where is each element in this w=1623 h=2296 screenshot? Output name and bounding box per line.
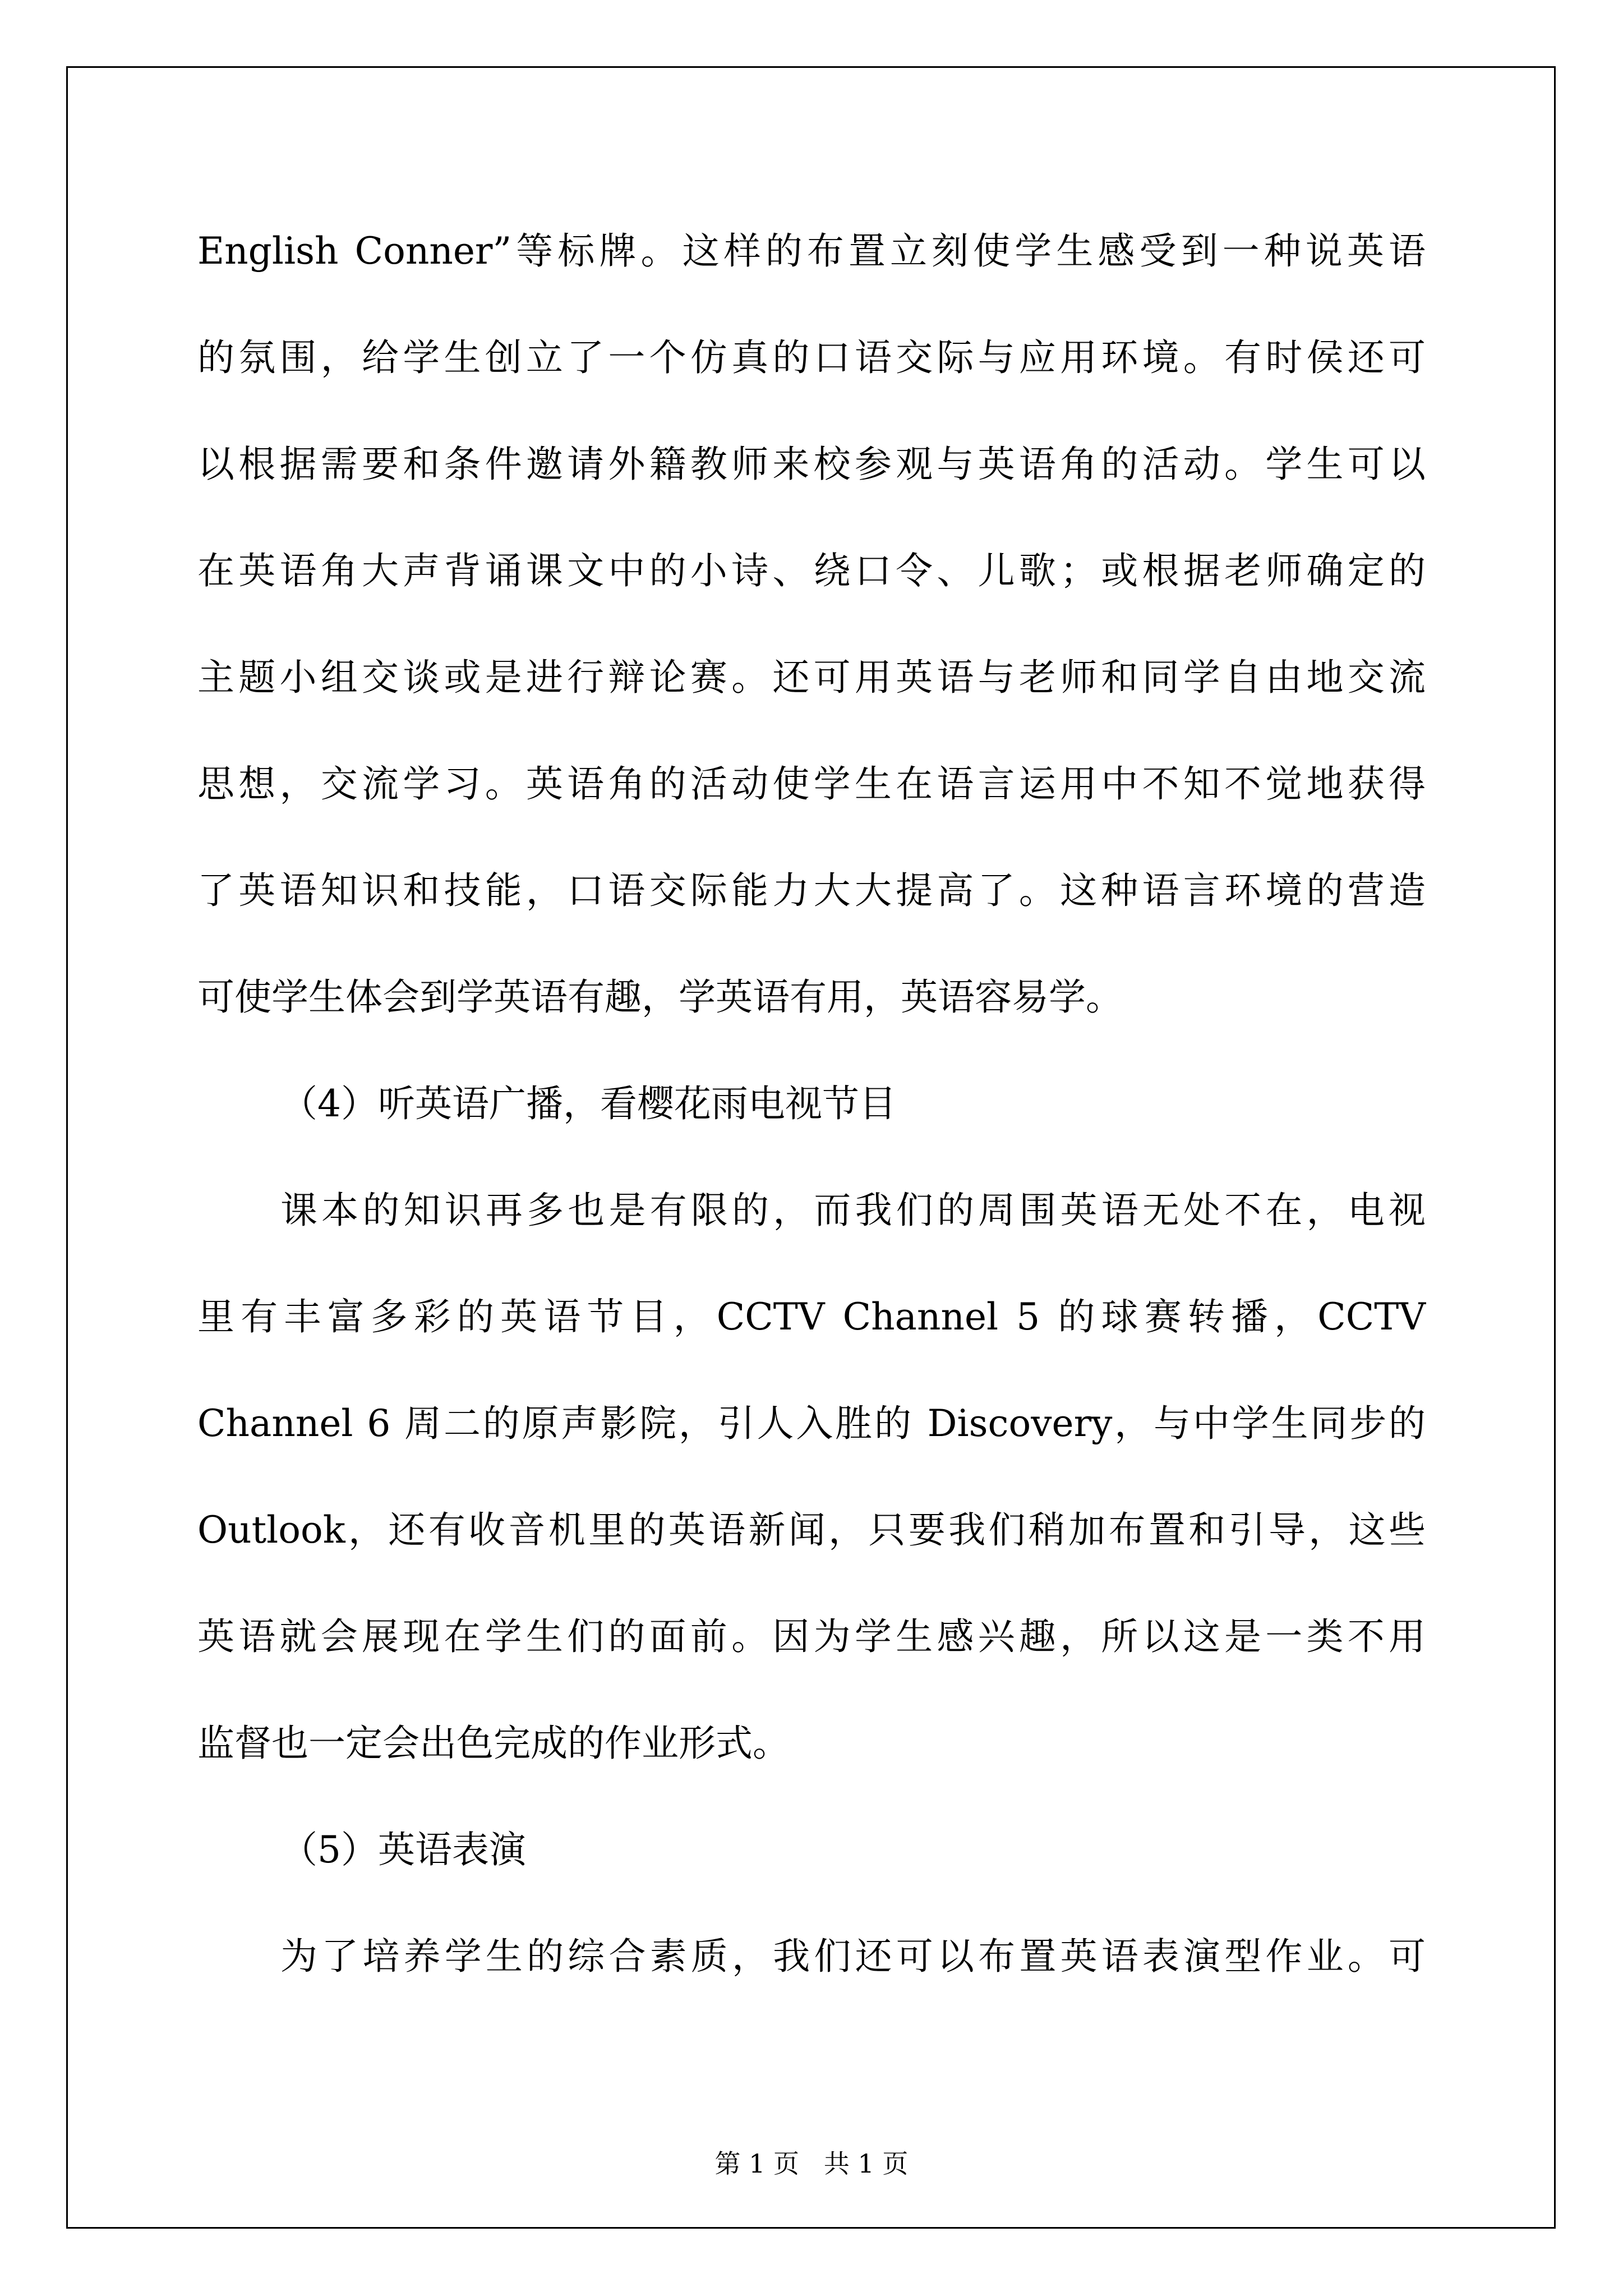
- section-heading: （5）英语表演: [280, 1828, 526, 1871]
- text-line: 在英语角大声背诵课文中的小诗、绕口令、儿歌；或根据老师确定的: [197, 549, 1426, 592]
- text-line: 课本的知识再多也是有限的，而我们的周围英语无处不在，电视: [280, 1189, 1426, 1232]
- text-line: 了英语知识和技能，口语交际能力大大提高了。这种语言环境的营造: [197, 869, 1426, 912]
- text-line: 监督也一定会出色完成的作业形式。: [197, 1722, 790, 1765]
- text-line: 里有丰富多彩的英语节目，CCTV Channel 5 的球赛转播，CCTV: [197, 1295, 1426, 1338]
- text-line: 可使学生体会到学英语有趣，学英语有用，英语容易学。: [197, 976, 1123, 1019]
- text-line: 主题小组交谈或是进行辩论赛。还可用英语与老师和同学自由地交流: [197, 656, 1426, 699]
- text-line: 以根据需要和条件邀请外籍教师来校参观与英语角的活动。学生可以: [197, 443, 1426, 486]
- text-line: Channel 6 周二的原声影院，引人入胜的 Discovery，与中学生同步的: [197, 1402, 1426, 1445]
- text-line: 的氛围，给学生创立了一个仿真的口语交际与应用环境。有时侯还可: [197, 336, 1426, 379]
- text-line: English Conner”等标牌。这样的布置立刻使学生感受到一种说英语: [197, 229, 1426, 273]
- text-line: Outlook，还有收音机里的英语新闻，只要我们稍加布置和引导，这些: [197, 1508, 1426, 1552]
- text-line: 英语就会展现在学生们的面前。因为学生感兴趣，所以这是一类不用: [197, 1615, 1426, 1658]
- text-line: 思想，交流学习。英语角的活动使学生在语言运用中不知不觉地获得: [197, 762, 1426, 806]
- page-footer: 第 1 页 共 1 页: [714, 2148, 909, 2179]
- text-line: 为了培养学生的综合素质，我们还可以布置英语表演型作业。可: [280, 1935, 1426, 1978]
- section-heading: （4）听英语广播，看樱花雨电视节目: [280, 1082, 896, 1125]
